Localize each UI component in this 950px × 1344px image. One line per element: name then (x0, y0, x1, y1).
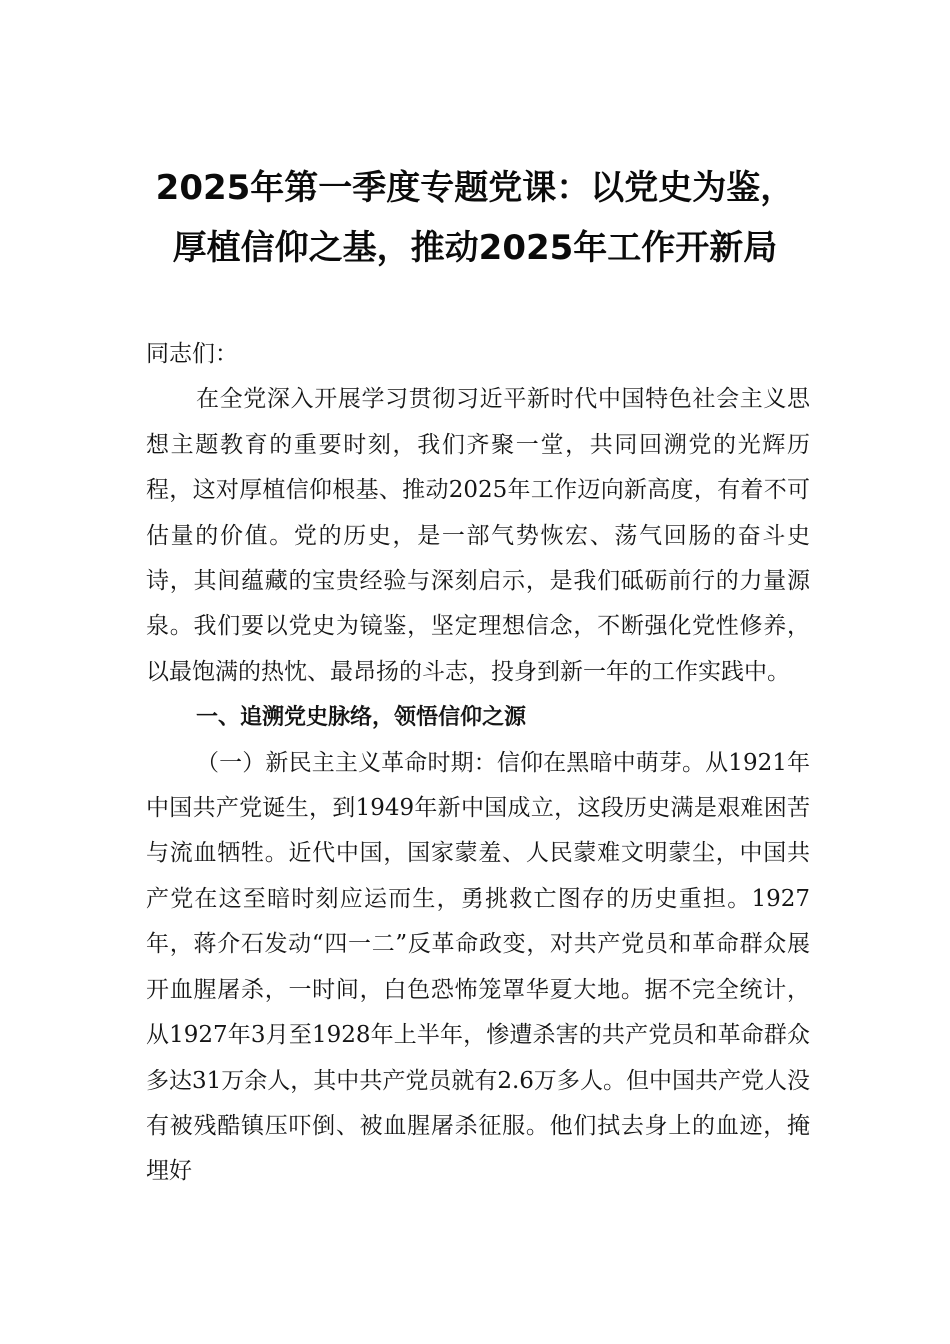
section-1-paragraph-1: （一）新民主主义革命时期：信仰在黑暗中萌芽。从1921年中国共产党诞生，到1949年新中国成立，这段历史满是艰难困苦与流血牺牲。近代中国，国家蒙羞、人民蒙难文明蒙尘，中国共产党在这至暗时刻应运而生，勇挑救亡图存的历史重担。1927年，蒋介石发动“四一二”反革命政变，对共产党员和革命群众展开血腥屠杀，一时间，白色恐怖笼罩华夏大地。据不完全统计，从1927年3月至1928年上半年，惨遭杀害的共产党员和革命群众多达31万余人，其中共产党员就有2.6万多人。但中国共产党人没有被残酷镇压吓倒、被血腥屠杀征服。他们拭去身上的血迹，掩埋好 (146, 749, 810, 1185)
salutation: 同志们： (146, 341, 238, 367)
intro-paragraph: 在全党深入开展学习贯彻习近平新时代中国特色社会主义思想主题教育的重要时刻，我们齐聚一堂，共同回溯党的光辉历程，这对厚植信仰根基、推动2025年工作迈向新高度，有着不可估量的价值。党的历史，是一部气势恢宏、荡气回肠的奋斗史诗，其间蕴藏的宝贵经验与深刻启示，是我们砥砺前行的力量源泉。我们要以党史为镜鉴，坚定理想信念，不断强化党性修养，以最饱满的热忱、最昂扬的斗志，投身到新一年的工作实践中。 (146, 386, 810, 685)
title-line-2: 厚植信仰之基，推动2025年工作开新局 (172, 228, 778, 268)
title-line-1: 2025年第一季度专题党课：以党史为鉴， (155, 168, 795, 208)
document-title (100, 158, 850, 278)
section-heading-1: 一、追溯党史脉络，领悟信仰之源 (196, 705, 527, 731)
document-body (146, 332, 810, 1195)
